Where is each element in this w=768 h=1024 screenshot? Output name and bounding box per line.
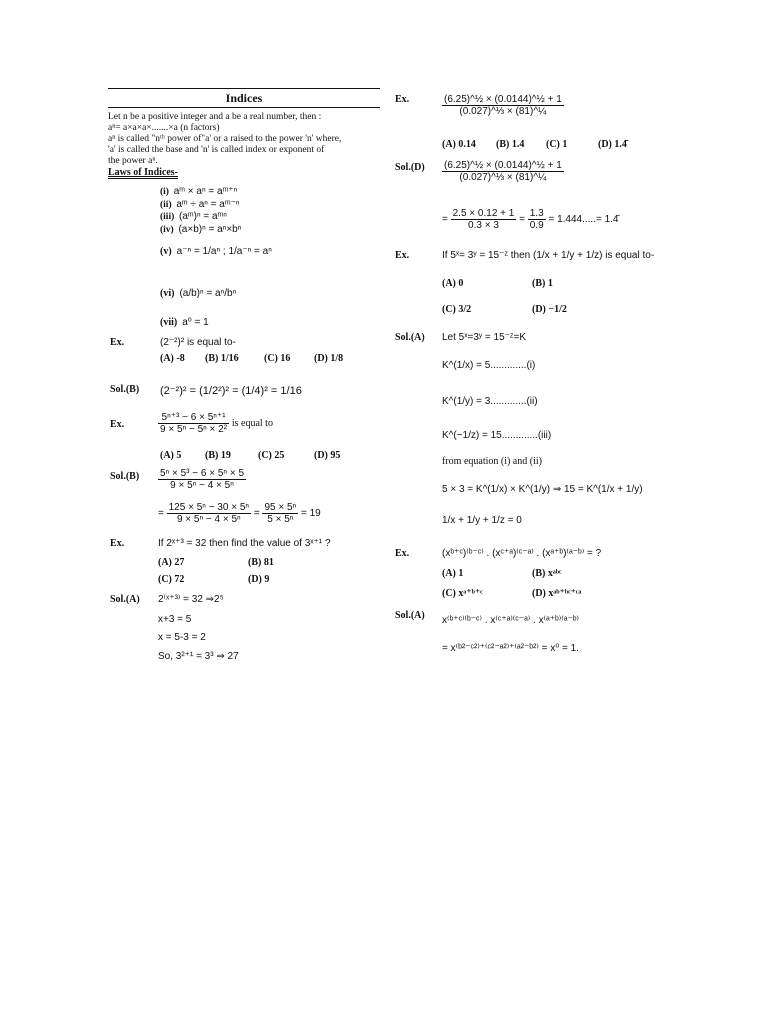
intro-line-3: aⁿ is called "nᵗʰ power of"a' or a raised to the power 'n' where, xyxy=(108,134,342,144)
intro-line-4: 'a' is called the base and 'n' is called index or exponent of xyxy=(108,145,325,155)
law-item: (i) aᵐ × aⁿ = aᵐ⁺ⁿ xyxy=(160,186,238,197)
solution-fraction: = $\frac{\text{125 × 5ⁿ − 30 × 5ⁿ}}{\text{9 × 5ⁿ − 4 × 5ⁿ}}$ = $\frac{\text{95 × 5ⁿ}}{\text{5 × 5ⁿ}}$ = 19 xyxy=(158,502,321,525)
left-column xyxy=(108,88,380,179)
laws-title: Laws of Indices- xyxy=(108,167,179,178)
solution-line: 1/x + 1/y + 1/z = 0 xyxy=(442,515,522,526)
option: (A) 1 xyxy=(442,568,464,579)
solution-line: x = 5-3 = 2 xyxy=(158,632,206,643)
solution-fraction: = $\frac{2.5 \times 0.12 + 1}{0.3 \times 3}$ = $\frac{1.3}{0.9}$ = 1.444.....= 1.4̄ xyxy=(442,208,619,231)
question-fraction: $\frac{\text{5ⁿ⁺³ − 6 × 5ⁿ⁺¹}}{\text{9 × 5ⁿ − 5ⁿ × 2²}}$ is equal to xyxy=(160,412,273,435)
option: (A) 5 xyxy=(160,450,182,461)
law-item: (v) a⁻ⁿ = 1/aⁿ ; 1/a⁻ⁿ = aⁿ xyxy=(160,246,272,257)
option: (C) 1 xyxy=(546,139,568,150)
ex-label: Ex. xyxy=(395,250,410,261)
solution-line: Let 5ˣ=3ʸ = 15⁻ᶻ=K xyxy=(442,332,527,343)
solution-expression: (2⁻²)² = (1/2²)² = (1/4)² = 1/16 xyxy=(160,385,302,397)
option: (D) 95 xyxy=(314,450,341,461)
option: (D) 1.4̄ xyxy=(598,139,627,150)
option: (B) 1/16 xyxy=(205,353,239,364)
solution-label: Sol.(A) xyxy=(110,594,140,605)
law-item: (vi) (a/b)ⁿ = aⁿ/bⁿ xyxy=(160,288,237,299)
solution-line: So, 3²⁺¹ = 3³ ⇒ 27 xyxy=(158,651,239,662)
question-text: If 5ˣ= 3ʸ = 15⁻ᶻ then (1/x + 1/y + 1/z) is equal to- xyxy=(442,250,655,261)
intro-line-2: aⁿ= a×a×a×.......×a (n factors) xyxy=(108,123,220,133)
ex-label: Ex. xyxy=(110,337,125,348)
option: (A) 27 xyxy=(158,557,185,568)
solution-label: Sol.(D) xyxy=(395,162,425,173)
option: (B) 19 xyxy=(205,450,231,461)
solution-line: 5 × 3 = K^(1/x) × K^(1/y) ⇒ 15 = K^(1/x + 1/y) xyxy=(442,484,643,495)
intro-line-5: the power aⁿ. xyxy=(108,156,158,166)
option: (C) 25 xyxy=(258,450,285,461)
solution-line: from equation (i) and (ii) xyxy=(442,456,542,467)
option: (A) 0.14 xyxy=(442,139,476,150)
solution-label: Sol.(B) xyxy=(110,384,140,395)
solution-fraction: $\frac{\text{5ⁿ × 5³ − 6 × 5ⁿ × 5}}{\text{9 × 5ⁿ − 4 × 5ⁿ}}$ xyxy=(160,468,245,491)
solution-line: x⁽ᵇ⁺ᶜ⁾⁽ᵇ⁻ᶜ⁾ . x⁽ᶜ⁺ᵃ⁾⁽ᶜ⁻ᵃ⁾ . x⁽ᵃ⁺ᵇ⁾⁽ᵃ⁻ᵇ⁾ xyxy=(442,615,579,626)
question-text: If 2ˣ⁺³ = 32 then find the value of 3ˣ⁺¹ ? xyxy=(158,538,331,549)
law-item: (ii) aᵐ ÷ aⁿ = aᵐ⁻ⁿ xyxy=(160,198,240,210)
ex-label: Ex. xyxy=(395,548,410,559)
option: (D) −1/2 xyxy=(532,304,567,315)
option: (A) 0 xyxy=(442,278,464,289)
question-text: (2⁻²)² is equal to- xyxy=(160,337,236,348)
option: (C) xᵃ⁺ᵇ⁺ᶜ xyxy=(442,588,483,599)
solution-line: K^(1/x) = 5.............(i) xyxy=(442,360,536,371)
solution-fraction: $\frac{\text{(6.25)\textasciicircum{}½ × (0.0144)\textasciicircum{}½ + 1}}{\text{(0.027)\textasciicircum{}⅓ × (81)\textasciicircum{}¼}}$ xyxy=(444,160,562,183)
option: (D) xᵃᵇ⁺ᵇᶜ⁺ᶜᵃ xyxy=(532,588,582,599)
question-text: (xᵇ⁺ᶜ)⁽ᵇ⁻ᶜ⁾ . (xᶜ⁺ᵃ)⁽ᶜ⁻ᵃ⁾ . (xᵃ⁺ᵇ)⁽ᵃ⁻ᵇ⁾ = ? xyxy=(442,548,602,559)
ex-label: Ex. xyxy=(395,94,410,105)
solution-line: 2⁽ˣ⁺³⁾ = 32 ⇒2⁵ xyxy=(158,594,224,605)
law-item: (vii) a⁰ = 1 xyxy=(160,317,209,328)
page-title: Indices xyxy=(108,88,380,108)
ex-label: Ex. xyxy=(110,419,125,430)
option: (C) 16 xyxy=(264,353,291,364)
solution-label: Sol.(A) xyxy=(395,610,425,621)
option: (B) 81 xyxy=(248,557,274,568)
solution-line: = x⁽ᵇ²⁻ᶜ²⁾⁺⁽ᶜ²⁻ᵃ²⁾⁺⁽ᵃ²⁻ᵇ²⁾ = x⁰ = 1. xyxy=(442,643,579,654)
solution-line: K^(1/y) = 3.............(ii) xyxy=(442,396,538,407)
option: (D) 9 xyxy=(248,574,270,585)
option: (D) 1/8 xyxy=(314,353,344,364)
solution-line: x+3 = 5 xyxy=(158,614,192,625)
option: (C) 72 xyxy=(158,574,185,585)
law-item: (iii) (aᵐ)ⁿ = aᵐⁿ xyxy=(160,211,227,222)
option: (B) 1.4 xyxy=(496,139,525,150)
law-item: (iv) (a×b)ⁿ = aⁿ×bⁿ xyxy=(160,223,242,235)
question-fraction: $\frac{\text{(6.25)\textasciicircum{}½ × (0.0144)\textasciicircum{}½ + 1}}{\text{(0.027)\textasciicircum{}⅓ × (81)\textasciicircum{}¼}}$ xyxy=(444,94,562,117)
solution-label: Sol.(B) xyxy=(110,471,140,482)
option: (B) 1 xyxy=(532,278,553,289)
ex-label: Ex. xyxy=(110,538,125,549)
option: (B) xᵃᵇᶜ xyxy=(532,568,562,579)
option: (A) -8 xyxy=(160,353,185,364)
option: (C) 3/2 xyxy=(442,304,472,315)
solution-label: Sol.(A) xyxy=(395,332,425,343)
intro-line-1: Let n be a positive integer and a be a real number, then : xyxy=(108,112,322,122)
laws-list xyxy=(160,186,360,236)
solution-line: K^(−1/z) = 15.............(iii) xyxy=(442,430,552,441)
